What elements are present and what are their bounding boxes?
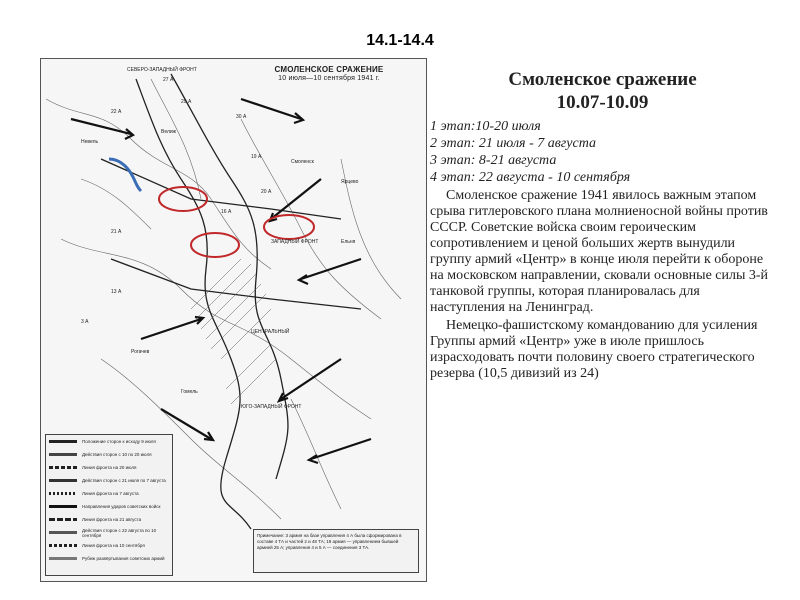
map-label: 27 А [163, 77, 174, 83]
map-label: 13 А [111, 289, 122, 295]
map-label: 19 А [251, 154, 262, 160]
stage-item: 2 этап: 21 июля - 7 августа [430, 136, 596, 151]
map-legend [45, 434, 173, 576]
map-label: 29 А [181, 99, 192, 105]
legend-item: Линия фронта на 7 августа [46, 487, 172, 500]
map-label: 21 А [111, 229, 122, 235]
heading-dates: 10.07-10.09 [556, 92, 649, 113]
paragraph-reserves: Немецко-фашистскому командованию для усиления Группы армий «Центр» уже в июле пришлось израсходовать почти половину своего стратегического резерва (10,5 дивизий из 24) [430, 318, 758, 381]
map-label: Ельня [341, 239, 356, 245]
map-title-dates: 10 июля—10 сентября 1941 г. [278, 75, 380, 82]
legend-item: Направления ударов советских войск [46, 500, 172, 513]
map-note: Примечание: 3 армия на базе управления 4 А была сформирована в составе 4 ТА и частей 2 и 48 ТА; 19 армия — управлением бывшей армией 25 А; управления 4 и 5 А — соединения 3 ТА. [253, 529, 419, 573]
heading-title: Смоленское сражение [508, 69, 697, 90]
stage-item: 3 этап: 8-21 августа [430, 153, 557, 168]
paragraph-significance: Смоленское сражение 1941 явилось важным этапом срыва гитлеровского плана молниеносной войны против СССР. Советские войска своим героическим сопротивлением и ценой больших жертв вынудили группу армий «Центр» в конце июля перейти к обороне на московском направлении, сковали основные силы 3-й танковой группы, которая планировалась для наступления на Ленинград. [430, 188, 769, 315]
map-attack-arrows [71, 99, 371, 463]
map-label: Смоленск [291, 159, 314, 165]
stage-item: 4 этап: 22 августа - 10 сентября [430, 170, 631, 185]
map-label: Рогачев [131, 349, 150, 355]
map-label: ЗАПАДНЫЙ ФРОНТ [271, 239, 319, 245]
map-label: 22 А [111, 109, 122, 115]
legend-item: Линия фронта на 20 июля [46, 461, 172, 474]
map-highlight-circles [159, 187, 314, 257]
map-label: 3 А [81, 319, 89, 325]
legend-item: Рубеж развёртывания советских армий [46, 552, 172, 565]
battle-map [40, 58, 427, 582]
map-label: Невель [81, 139, 99, 145]
legend-item: Действия сторон с 21 июля по 7 августа [46, 474, 172, 487]
legend-item: Линия фронта на 21 августа [46, 513, 172, 526]
legend-item: Положение сторон к исходу 9 июля [46, 435, 172, 448]
map-label: Велиж [161, 129, 177, 135]
map-label: Гомель [181, 389, 198, 395]
stages-list [430, 118, 775, 186]
legend-item: Действия сторон с 22 августа по 10 сентября [46, 526, 172, 539]
stage-item: 1 этап:10-20 июля [430, 119, 541, 134]
map-label: Ярцево [341, 179, 359, 185]
map-label: 20 А [261, 189, 272, 195]
map-title-main: СМОЛЕНСКОЕ СРАЖЕНИЕ [274, 65, 384, 74]
map-front-label: СЕВЕРО-ЗАПАДНЫЙ ФРОНТ [127, 67, 197, 73]
map-title [239, 65, 419, 83]
text-panel [430, 68, 775, 382]
map-label: ЮГО-ЗАПАДНЫЙ ФРОНТ [241, 404, 302, 410]
heading [430, 68, 775, 114]
legend-item: Линия фронта на 10 сентября [46, 539, 172, 552]
map-label: 30 А [236, 114, 247, 120]
map-label: ЦЕНТРАЛЬНЫЙ [251, 329, 290, 335]
slide-number: 14.1-14.4 [366, 32, 434, 49]
legend-item: Действия сторон с 10 по 20 июля [46, 448, 172, 461]
map-label: 16 А [221, 209, 232, 215]
